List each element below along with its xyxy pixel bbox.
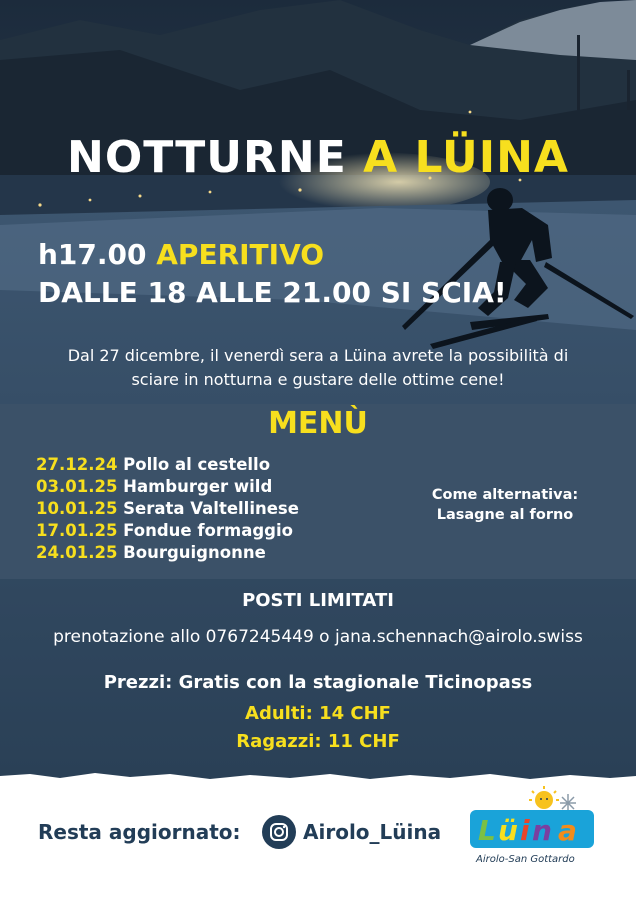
menu-item bbox=[36, 542, 299, 564]
svg-text:L: L bbox=[478, 814, 496, 847]
snowflake-icon bbox=[560, 794, 576, 812]
menu-list bbox=[36, 454, 299, 564]
svg-text:ü: ü bbox=[498, 814, 518, 847]
instagram-handle[interactable]: Airolo_Lüina bbox=[303, 820, 442, 844]
menu-item bbox=[36, 520, 299, 542]
aperitivo-label: APERITIVO bbox=[156, 238, 325, 271]
prices-headline: Prezzi: Gratis con la stagionale Ticinopass bbox=[103, 672, 533, 693]
menu-date: 17.01.25 bbox=[36, 521, 118, 540]
price-adults: Adulti: 14 CHF bbox=[245, 703, 391, 724]
ski-hours: DALLE 18 ALLE 21.00 SI SCIA! bbox=[38, 276, 507, 309]
booking-contact: prenotazione allo 0767245449 o jana.schennach@airolo.swiss bbox=[53, 627, 583, 647]
intro-line-2: sciare in notturna e gustare delle ottime cene! bbox=[131, 370, 505, 389]
menu-date: 10.01.25 bbox=[36, 499, 118, 518]
menu-title: MENÙ bbox=[268, 406, 368, 441]
menu-dish: Bourguignonne bbox=[123, 543, 266, 562]
page-title bbox=[0, 132, 636, 183]
menu-item bbox=[36, 476, 299, 498]
luina-logo bbox=[468, 786, 598, 866]
aperitivo-time: h17.00 bbox=[38, 238, 147, 271]
intro-text bbox=[20, 344, 616, 392]
title-accent: A LÜINA bbox=[363, 132, 569, 183]
menu-dish: Serata Valtellinese bbox=[123, 499, 299, 518]
menu-dish: Hamburger wild bbox=[123, 477, 273, 496]
aperitivo-line bbox=[38, 238, 324, 271]
title-main: NOTTURNE bbox=[67, 132, 347, 183]
svg-text:i: i bbox=[520, 814, 530, 847]
sun-icon bbox=[529, 786, 559, 809]
intro-line-1: Dal 27 dicembre, il venerdì sera a Lüina avrete la possibilità di bbox=[67, 346, 569, 365]
menu-date: 27.12.24 bbox=[36, 455, 118, 474]
price-kids: Ragazzi: 11 CHF bbox=[236, 731, 400, 752]
menu-dish: Pollo al cestello bbox=[123, 455, 271, 474]
stay-updated-label: Resta aggiornato: bbox=[38, 820, 241, 844]
svg-text:a: a bbox=[558, 814, 577, 847]
menu-item bbox=[36, 454, 299, 476]
alternative-dish: Lasagne al forno bbox=[436, 507, 574, 523]
limited-seats: POSTI LIMITATI bbox=[242, 590, 394, 611]
menu-item bbox=[36, 498, 299, 520]
svg-text:Airolo-San Gottardo: Airolo-San Gottardo bbox=[476, 854, 575, 865]
alternative-label: Come alternativa: bbox=[431, 487, 579, 503]
instagram-icon[interactable] bbox=[262, 815, 296, 849]
svg-text:n: n bbox=[532, 814, 552, 847]
menu-date: 24.01.25 bbox=[36, 543, 118, 562]
menu-date: 03.01.25 bbox=[36, 477, 118, 496]
menu-alternative bbox=[410, 485, 600, 525]
menu-dish: Fondue formaggio bbox=[123, 521, 293, 540]
